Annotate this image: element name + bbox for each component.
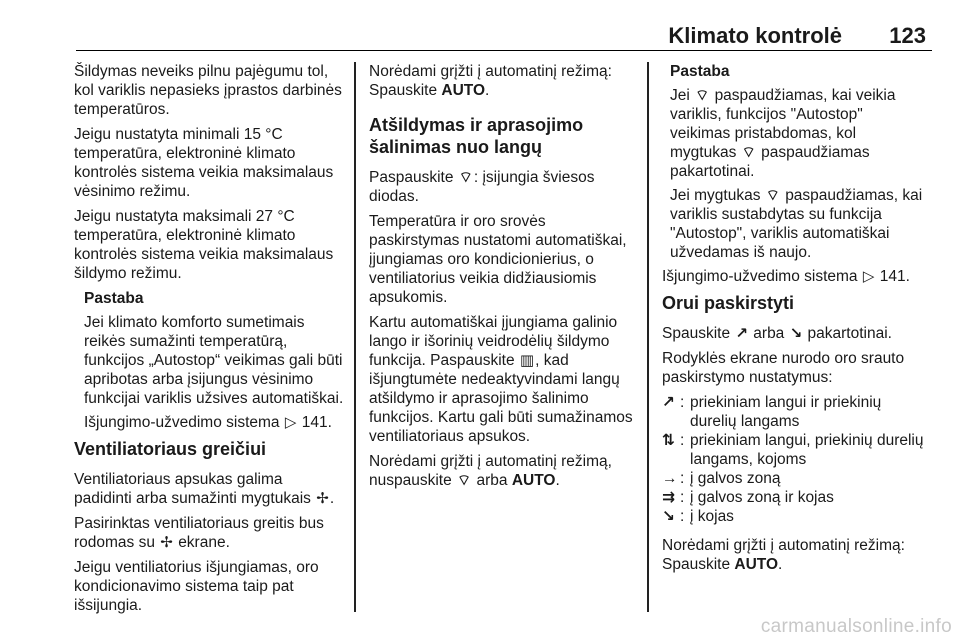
paragraph: Norėdami grįžti į automatinį režimą, nuspauskite ⌔ arba AUTO. <box>369 453 612 489</box>
note-box <box>662 62 924 262</box>
list-item: ⇉ : į galvos zoną ir kojas <box>662 489 834 506</box>
air-down-icon: ↘ <box>789 325 803 342</box>
fan-icon: ✢ <box>316 490 329 507</box>
head-air-icon: → <box>662 470 678 487</box>
paragraph: Jeigu nustatyta minimali 15 °C temperatūra, elektroninė klimato kontrolės sistema veikia maksimalaus vėsinimo režimu. <box>74 126 334 200</box>
page-reference-icon: ▷ <box>284 414 297 431</box>
note-text: Jei klimato komforto sumetimais reikės sumažinti temperatūrą, funkcijos „Autostop“ veikimas gali būti apribotas arba įsijungus vėsinimo funkcijai variklis užsives automatiškai. <box>84 314 344 407</box>
paragraph: Paspauskite ⌔: įsijungia šviesos diodas. <box>369 169 595 205</box>
windscreen-defrost-icon: ⌔ <box>765 187 780 204</box>
distribution-list <box>662 393 924 526</box>
paragraph: Jeigu ventiliatorius išjungiamas, oro kondicionavimo sistema taip pat išsijungia. <box>74 559 319 614</box>
windscreen-defrost-icon: ⌔ <box>457 472 472 489</box>
paragraph: Temperatūra ir oro srovės paskirstymas nustatomi automatiškai, įjungiamas oro kondicionierius, o ventiliatorius veikia didžiausiomis apsukomis. <box>369 213 627 306</box>
windscreen-defrost-icon: ⌔ <box>741 144 756 161</box>
windscreen-defrost-icon: ⌔ <box>695 87 710 104</box>
paragraph: Šildymas neveiks pilnu pajėgumu tol, kol variklis nepasieks įprastos darbinės temperatūros. <box>74 63 342 118</box>
list-item: ↗ : priekiniam langui ir priekinių durelių langams <box>662 394 882 430</box>
auto-label: AUTO <box>734 556 779 573</box>
column-3 <box>662 62 924 580</box>
note-text: Jei ⌔ paspaudžiamas, kai veikia variklis, funkcijos "Autostop" veikimas pristabdomas, kol mygtukas ⌔ paspaudžiamas pakartotinai. <box>670 87 896 180</box>
air-up-icon: ↗ <box>735 325 748 342</box>
note-title: Pastaba <box>84 290 144 307</box>
column-1 <box>74 62 344 621</box>
page-reference[interactable]: Išjungimo-užvedimo sistema ▷ 141. <box>84 414 332 431</box>
fan-icon: ✢ <box>160 534 173 551</box>
column-divider <box>647 62 649 612</box>
paragraph: Jeigu nustatyta maksimali 27 °C temperatūra, elektroninė klimato kontrolės sistema veikia maksimalaus šildymo režimu. <box>74 208 334 282</box>
section-heading: Orui paskirstyti <box>662 293 795 313</box>
paragraph: Ventiliatoriaus apsukas galima padidinti arba sumažinti mygtukais ✢. <box>74 471 335 507</box>
page-header <box>76 20 932 51</box>
windscreen-defrost-icon: ⌔ <box>458 169 473 186</box>
page-number: 123 <box>889 23 926 48</box>
column-divider <box>354 62 356 612</box>
column-2 <box>369 62 637 496</box>
paragraph: Spauskite ↗ arba ↘ pakartotinai. <box>662 325 892 342</box>
page-title: Klimato kontrolė <box>668 23 842 48</box>
head-feet-air-icon: ⇉ <box>662 489 675 506</box>
paragraph: Kartu automatiškai įjungiama galinio lango ir išorinių veidrodėlių šildymo funkcija. Paspauskite ▥, kad išjungtumėte nedeaktyvindami langų atšildymo ir aprasojimo šalinimo funkcijos. Kartu gali būti sumažinamos ventiliatoriaus apsukos. <box>369 314 633 445</box>
feet-air-icon: ↘ <box>662 508 675 525</box>
note-text: Jei mygtukas ⌔ paspaudžiamas, kai variklis sustabdytas su funkcija "Autostop", variklis automatiškai užvedamas iš naujo. <box>670 187 923 261</box>
rear-window-heating-icon: ▥ <box>519 352 535 369</box>
auto-label: AUTO <box>441 82 486 99</box>
list-item: ⇅ : priekiniam langui, priekinių durelių langams, kojoms <box>662 432 924 468</box>
note-box <box>74 289 344 432</box>
paragraph: Norėdami grįžti į automatinį režimą: Spauskite AUTO. <box>662 537 905 573</box>
note-title: Pastaba <box>670 63 730 80</box>
paragraph: Pasirinktas ventiliatoriaus greitis bus rodomas su ✢ ekrane. <box>74 515 324 551</box>
paragraph: Rodyklės ekrane nurodo oro srauto paskirstymo nustatymus: <box>662 350 905 386</box>
watermark: carmanualsonline.info <box>760 616 952 637</box>
page-reference[interactable]: Išjungimo-užvedimo sistema ▷ 141. <box>662 268 910 285</box>
section-heading: Ventiliatoriaus greičiui <box>74 439 267 459</box>
windscreen-feet-air-icon: ⇅ <box>662 432 675 449</box>
windscreen-air-icon: ↗ <box>662 394 675 411</box>
section-heading: Atšildymas ir aprasojimo šalinimas nuo langų <box>369 115 584 157</box>
list-item: ↘ : į kojas <box>662 508 734 525</box>
paragraph: Norėdami grįžti į automatinį režimą: Spauskite AUTO. <box>369 63 612 99</box>
list-item: → : į galvos zoną <box>662 470 781 487</box>
page-reference-icon: ▷ <box>862 268 875 285</box>
auto-label: AUTO <box>511 472 556 489</box>
